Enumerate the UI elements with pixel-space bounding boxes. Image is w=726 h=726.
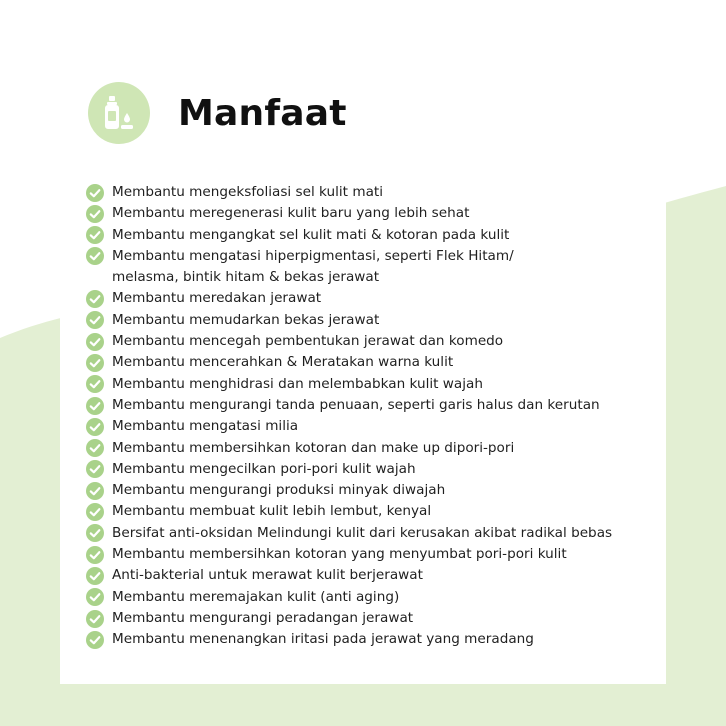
- benefit-text: Membantu mengurangi peradangan jerawat: [112, 609, 414, 626]
- check-circle-icon: [86, 226, 104, 244]
- list-item: [86, 374, 662, 395]
- check-circle-icon: [86, 247, 104, 265]
- list-item: [86, 225, 662, 246]
- check-circle-icon: [86, 375, 104, 393]
- check-circle-icon: [86, 184, 104, 202]
- check-circle-icon: [86, 524, 104, 542]
- check-circle-icon: [86, 397, 104, 415]
- page-title: Manfaat: [178, 92, 347, 134]
- list-item: [86, 629, 662, 650]
- list-item: [86, 480, 662, 501]
- check-circle-icon: [86, 503, 104, 521]
- list-item: [86, 288, 662, 309]
- check-circle-icon: [86, 439, 104, 457]
- list-item: [86, 565, 662, 586]
- benefit-text: Membantu mengurangi produksi minyak diwajah: [112, 482, 446, 499]
- benefit-text: Membantu mengeksfoliasi sel kulit mati: [112, 184, 384, 200]
- list-item: [86, 587, 662, 608]
- benefit-text: Membantu menghidrasi dan melembabkan kulit wajah: [112, 375, 483, 392]
- header: [88, 82, 347, 144]
- list-item: [86, 608, 662, 629]
- benefit-text: Membantu meredakan jerawat: [112, 290, 322, 307]
- benefit-text-multiline: [112, 246, 514, 289]
- check-circle-icon: [86, 333, 104, 351]
- header-badge: [88, 82, 150, 144]
- check-circle-icon: [86, 631, 104, 649]
- benefit-text: Bersifat anti-oksidan Melindungi kulit dari kerusakan akibat radikal bebas: [112, 524, 613, 541]
- benefit-text: Membantu meremajakan kulit (anti aging): [112, 588, 400, 605]
- benefit-text: Membantu mengatasi milia: [112, 418, 299, 435]
- benefit-text-line2: melasma, bintik hitam & bekas jerawat: [112, 269, 380, 286]
- list-item: [86, 438, 662, 459]
- list-item: [86, 310, 662, 331]
- check-circle-icon: [86, 546, 104, 564]
- list-item: [86, 501, 662, 522]
- list-item: [86, 395, 662, 416]
- benefit-text: Membantu meregenerasi kulit baru yang lebih sehat: [112, 205, 470, 222]
- check-circle-icon: [86, 418, 104, 436]
- benefit-text: Membantu mengangkat sel kulit mati & kotoran pada kulit: [112, 226, 510, 243]
- list-item: [86, 246, 662, 289]
- list-item: [86, 331, 662, 352]
- benefit-text: Membantu mengurangi tanda penuaan, seperti garis halus dan kerutan: [112, 396, 600, 413]
- benefit-text: Membantu membersihkan kotoran yang menyumbat pori-pori kulit: [112, 546, 567, 563]
- list-item: [86, 544, 662, 565]
- benefit-text: Membantu membersihkan kotoran dan make up dipori-pori: [112, 439, 515, 456]
- benefit-text-line1: Membantu mengatasi hiperpigmentasi, seperti Flek Hitam/: [112, 247, 514, 264]
- benefit-text: Membantu membuat kulit lebih lembut, kenyal: [112, 503, 432, 520]
- check-circle-icon: [86, 354, 104, 372]
- benefit-text: Membantu memudarkan bekas jerawat: [112, 311, 380, 328]
- list-item: [86, 523, 662, 544]
- list-item: [86, 182, 662, 203]
- check-circle-icon: [86, 311, 104, 329]
- check-circle-icon: [86, 567, 104, 585]
- benefit-text: Membantu mencegah pembentukan jerawat dan komedo: [112, 333, 504, 350]
- bottle-dropper-icon: [102, 94, 136, 132]
- benefits-list: [86, 182, 662, 651]
- check-circle-icon: [86, 205, 104, 223]
- check-circle-icon: [86, 610, 104, 628]
- list-item: [86, 416, 662, 437]
- check-circle-icon: [86, 588, 104, 606]
- benefit-text: Anti-bakterial untuk merawat kulit berjerawat: [112, 567, 423, 584]
- benefit-text: Membantu menenangkan iritasi pada jerawat yang meradang: [112, 631, 534, 648]
- list-item: [86, 352, 662, 373]
- benefit-text: Membantu mencerahkan & Meratakan warna kulit: [112, 354, 454, 371]
- list-item: [86, 203, 662, 224]
- list-item: [86, 459, 662, 480]
- benefit-text: Membantu mengecilkan pori-pori kulit wajah: [112, 460, 416, 477]
- check-circle-icon: [86, 460, 104, 478]
- check-circle-icon: [86, 290, 104, 308]
- check-circle-icon: [86, 482, 104, 500]
- benefits-card: [60, 52, 666, 684]
